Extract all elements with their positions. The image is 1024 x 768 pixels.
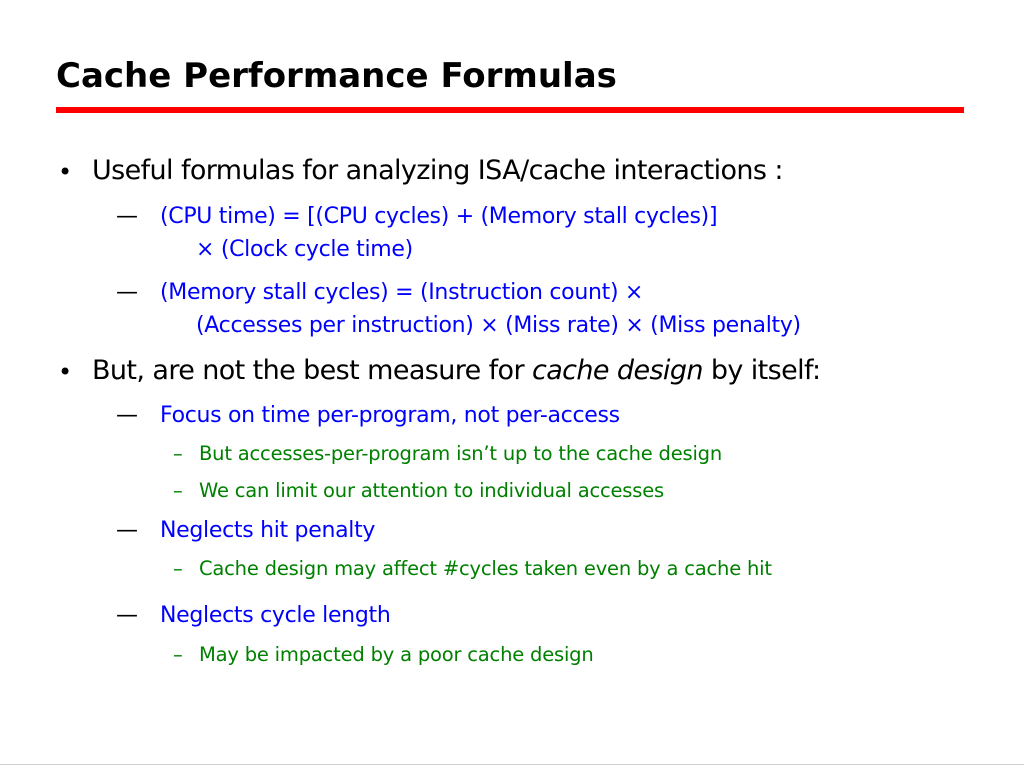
- em-dash-icon: —: [116, 518, 138, 543]
- bullet-2-text-start: But, are not the best measure for: [92, 355, 532, 386]
- en-dash-icon: –: [173, 643, 183, 666]
- focus-time-per-program: Focus on time per-program, not per-access: [160, 403, 620, 428]
- neglects-cycle-length: Neglects cycle length: [160, 603, 391, 628]
- hit-cycles-note: Cache design may affect #cycles taken even by a cache hit: [199, 557, 772, 580]
- neglects-hit-penalty: Neglects hit penalty: [160, 518, 376, 543]
- en-dash-icon: –: [173, 479, 183, 502]
- individual-accesses-note: We can limit our attention to individual accesses: [199, 479, 664, 502]
- bullet-2-text-end: by itself:: [702, 355, 821, 386]
- en-dash-icon: –: [173, 557, 183, 580]
- em-dash-icon: —: [116, 603, 138, 628]
- bullet-2-emphasis: cache design: [531, 355, 703, 386]
- en-dash-icon: –: [173, 442, 183, 465]
- poor-cache-design-note: May be impacted by a poor cache design: [199, 643, 594, 666]
- accesses-per-program-note: But accesses-per-program isn’t up to the cache design: [199, 442, 723, 465]
- em-dash-icon: —: [116, 280, 138, 305]
- formula-stall-cycles-line-2: (Accesses per instruction) × (Miss rate) × (Miss penalty): [196, 313, 801, 338]
- bullet-2-text: [92, 355, 820, 386]
- title-underline: [56, 107, 964, 113]
- em-dash-icon: —: [116, 403, 138, 428]
- bullet-icon: •: [58, 158, 73, 186]
- formula-cpu-time-line-1: (CPU time) = [(CPU cycles) + (Memory stall cycles)]: [160, 204, 718, 229]
- formula-cpu-time-line-2: × (Clock cycle time): [196, 237, 413, 262]
- bottom-divider: [0, 764, 1024, 765]
- formula-stall-cycles-line-1: (Memory stall cycles) = (Instruction count) ×: [160, 280, 644, 305]
- slide-title: Cache Performance Formulas: [56, 56, 617, 96]
- bullet-icon: •: [58, 358, 73, 386]
- em-dash-icon: —: [116, 204, 138, 229]
- bullet-1-text: Useful formulas for analyzing ISA/cache interactions :: [92, 155, 783, 186]
